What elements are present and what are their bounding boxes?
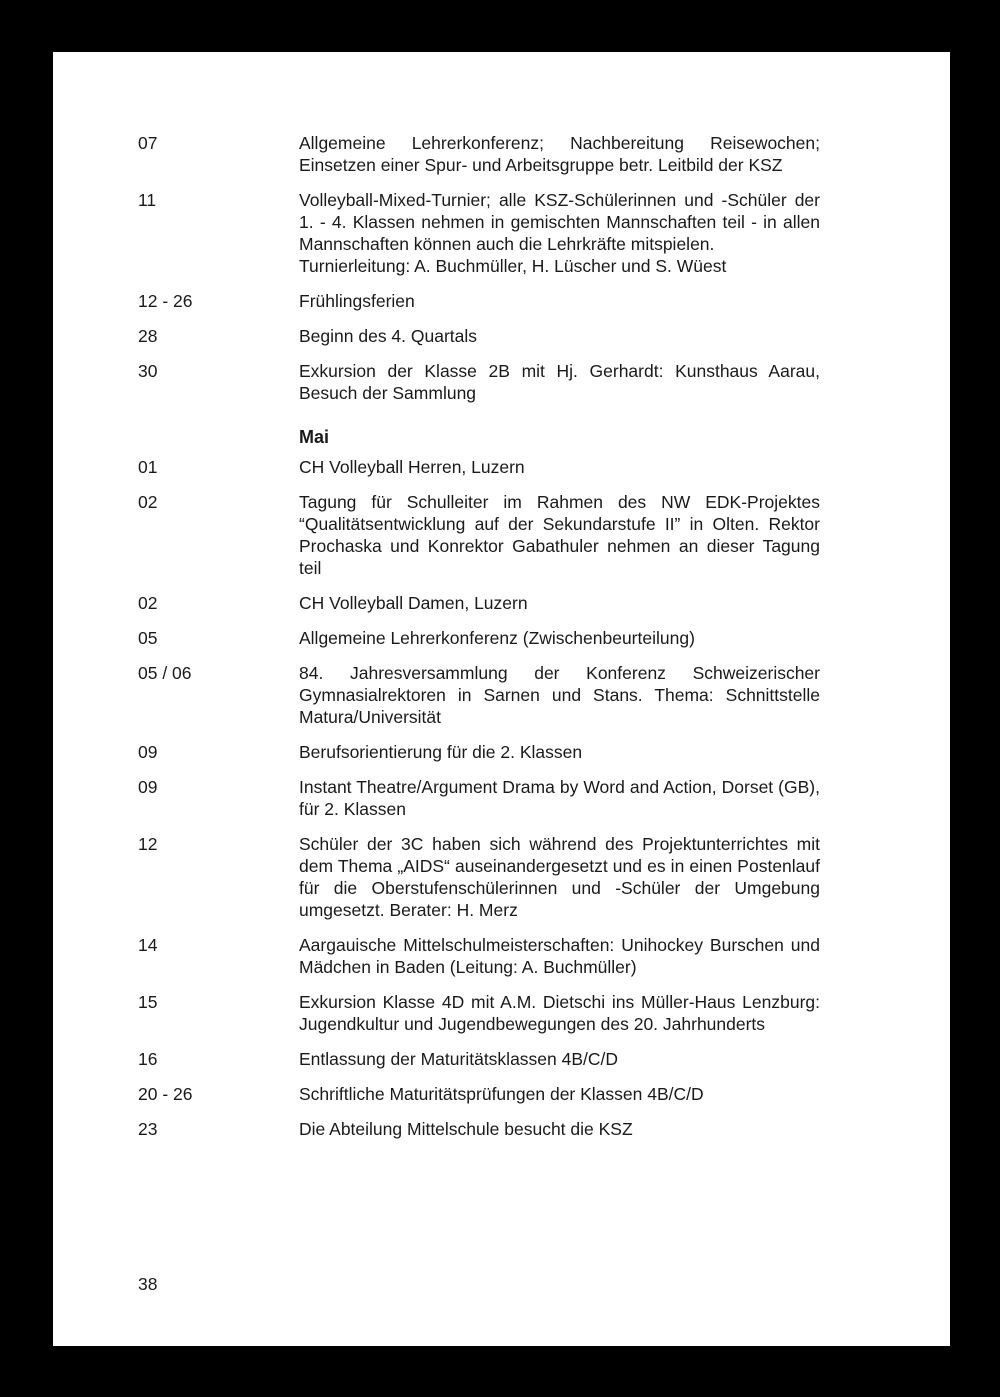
entry-text: CH Volleyball Herren, Luzern	[299, 457, 525, 477]
entry-date: 14	[138, 935, 158, 955]
entry-text: Aargauische Mittelschulmeisterschaften: Unihockey Burschen und Mädchen in Baden (Leitung: A. Buchmüller)	[299, 935, 820, 977]
entry-date: 01	[138, 457, 158, 477]
chronicle-entry	[138, 1083, 820, 1105]
entry-date: 05 / 06	[138, 663, 192, 683]
chronicle-entry	[138, 776, 820, 820]
chronicle-entry	[138, 132, 820, 176]
chronicle-entry	[138, 1118, 820, 1140]
entry-date: 30	[138, 361, 158, 381]
entry-date: 20 - 26	[138, 1084, 193, 1104]
entry-date: 11	[138, 190, 157, 210]
entry-text: CH Volleyball Damen, Luzern	[299, 593, 528, 613]
entry-date: 05	[138, 628, 158, 648]
entry-date: 09	[138, 777, 158, 797]
chronicle-entry	[138, 991, 820, 1035]
page-number: 38	[138, 1274, 158, 1294]
entry-date: 15	[138, 992, 158, 1012]
entry-text: Entlassung der Maturitätsklassen 4B/C/D	[299, 1049, 619, 1069]
entry-text: Exkursion der Klasse 2B mit Hj. Gerhardt: Kunsthaus Aarau, Besuch der Sammlung	[299, 361, 820, 403]
chronicle-entry	[138, 662, 820, 728]
entry-date: 07	[138, 133, 158, 153]
april-entries	[138, 132, 820, 404]
chronicle-entry	[138, 325, 820, 347]
entry-date: 12	[138, 834, 158, 854]
entry-date: 02	[138, 593, 158, 613]
month-heading: Mai	[299, 427, 330, 447]
entry-text: Beginn des 4. Quartals	[299, 326, 478, 346]
entry-text: Tagung für Schulleiter im Rahmen des NW EDK-Projektes “Qualitätsentwicklung auf der Sekundarstufe II” in Olten. Rektor Prochaska und Konrektor Gabathuler nehmen an dieser Tagung teil	[299, 492, 820, 578]
chronicle-entry	[138, 189, 820, 277]
entry-text: Instant Theatre/Argument Drama by Word and Action, Dorset (GB), für 2. Klassen	[299, 777, 820, 819]
entry-text: Schüler der 3C haben sich während des Projektunterrichtes mit dem Thema „AIDS“ auseinandergesetzt und es in einen Postenlauf für die Oberstufenschülerinnen und -Schüler der Umgebung umgesetzt. Berater: H. Merz	[299, 834, 820, 920]
entry-text: Exkursion Klasse 4D mit A.M. Dietschi ins Müller-Haus Lenzburg: Jugendkultur und Jugendbewegungen des 20. Jahrhunderts	[299, 992, 820, 1034]
chronicle-content	[138, 132, 820, 1153]
entry-text: 84. Jahresversammlung der Konferenz Schweizerischer Gymnasialrektoren in Sarnen und Stans. Thema: Schnittstelle Matura/Universität	[299, 663, 820, 727]
chronicle-entry	[138, 456, 820, 478]
chronicle-entry	[138, 934, 820, 978]
entry-date: 12 - 26	[138, 291, 193, 311]
may-entries	[138, 456, 820, 1140]
chronicle-entry	[138, 1048, 820, 1070]
entry-date: 09	[138, 742, 158, 762]
entry-text: Berufsorientierung für die 2. Klassen	[299, 742, 583, 762]
entry-text: Allgemeine Lehrerkonferenz; Nachbereitung Reisewochen; Einsetzen einer Spur- und Arbeitsgruppe betr. Leitbild der KSZ	[299, 133, 820, 175]
document-page	[53, 52, 950, 1346]
chronicle-entry	[138, 491, 820, 579]
entry-date: 23	[138, 1119, 158, 1139]
chronicle-entry	[138, 592, 820, 614]
entry-date: 02	[138, 492, 158, 512]
entry-text: Allgemeine Lehrerkonferenz (Zwischenbeurteilung)	[299, 628, 695, 648]
entry-date: 28	[138, 326, 158, 346]
entry-text: Schriftliche Maturitätsprüfungen der Klassen 4B/C/D	[299, 1084, 704, 1104]
entry-text: Die Abteilung Mittelschule besucht die KSZ	[299, 1119, 633, 1139]
entry-date: 16	[138, 1049, 158, 1069]
chronicle-entry	[138, 290, 820, 312]
chronicle-entry	[138, 627, 820, 649]
chronicle-entry	[138, 833, 820, 921]
chronicle-entry	[138, 741, 820, 763]
entry-text: Frühlingsferien	[299, 291, 415, 311]
chronicle-entry	[138, 360, 820, 404]
entry-text: Volleyball-Mixed-Turnier; alle KSZ-Schülerinnen und -Schüler der 1. - 4. Klassen nehmen in gemischten Mannschaften teil - in allen Mannschaften können auch die Lehrkräfte mitspielen. Turnierleitung: A. Buchmüller, H. Lüscher und S. Wüest	[299, 190, 820, 276]
